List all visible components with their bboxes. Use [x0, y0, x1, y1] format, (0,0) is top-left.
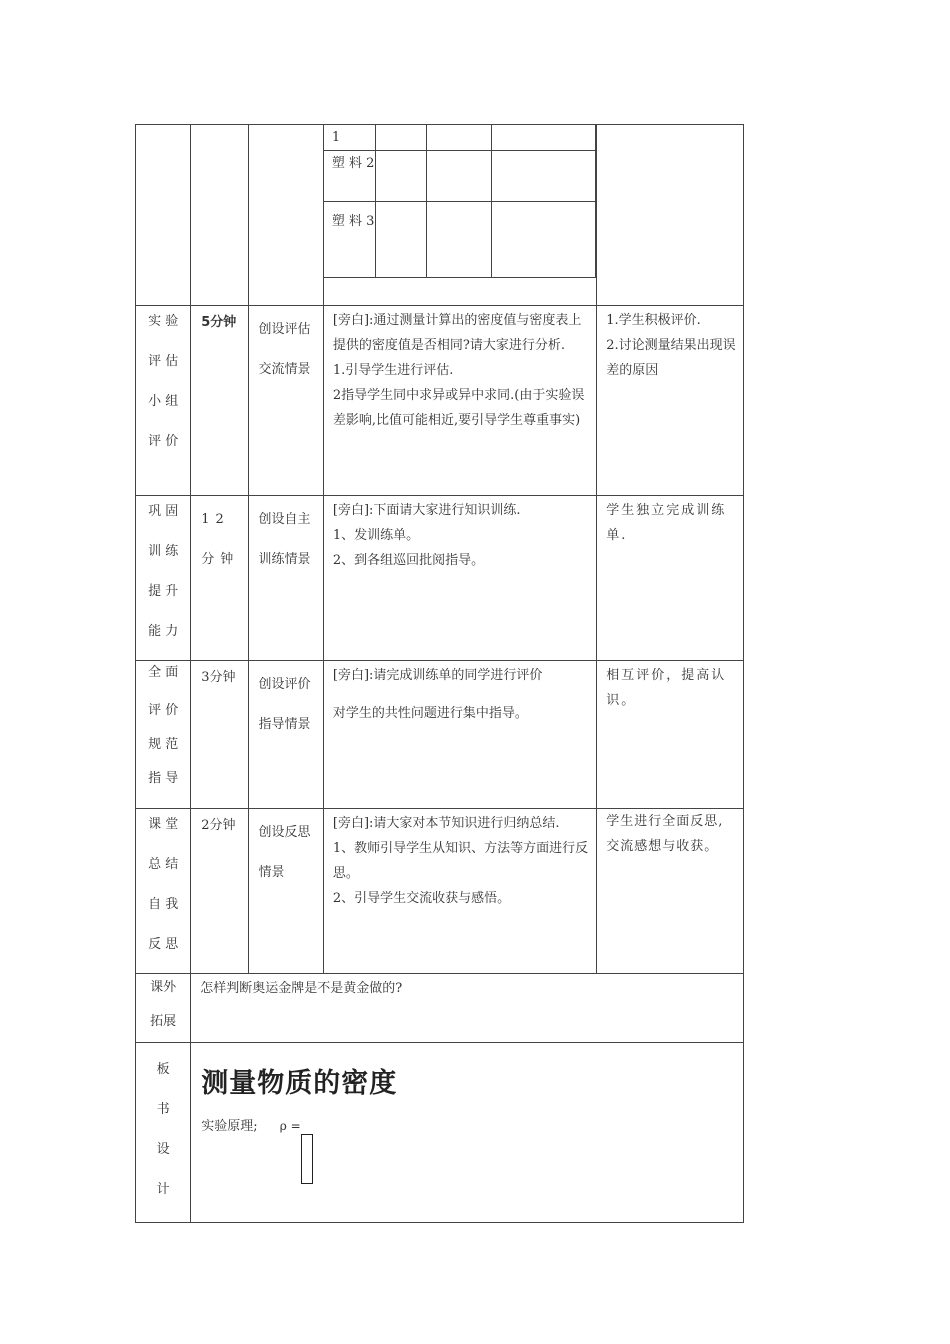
time-cell: 5分钟 [191, 306, 248, 496]
scene-cell [248, 661, 323, 809]
measurement-row [323, 151, 595, 202]
scene-line: 交流情景 [258, 362, 311, 377]
stage-line: 评 估 [148, 354, 179, 369]
process-line: 2、到各组巡回批阅指导。 [332, 553, 485, 568]
board-label-line: 设 [156, 1142, 170, 1157]
student-cell [597, 496, 744, 661]
student-line: 学生进行全面反思,交流感想与收获。 [606, 814, 724, 854]
extension-question: 怎样判断奥运金牌是不是黄金做的? [191, 974, 744, 1043]
student-line: 1.学生积极评价. [606, 313, 701, 328]
extension-label-cell [136, 974, 191, 1043]
measurement-row [323, 125, 595, 151]
lesson-plan-table [135, 124, 744, 1223]
process-line: 对学生的共性问题进行集中指导。 [332, 706, 528, 721]
stage-line: 评 价 [148, 703, 179, 718]
scene-cell [248, 306, 323, 496]
process-line: 2指导学生同中求异或异中求同.(由于实验误差影响,比值可能相近,要引导学生尊重事实) [332, 388, 585, 428]
formula-fraction-box [301, 1134, 313, 1184]
mass-cell [375, 151, 426, 202]
extension-row [136, 974, 744, 1043]
stage-cell [136, 306, 191, 496]
board-label-line: 板 [156, 1062, 170, 1077]
empty-cell [248, 125, 323, 306]
stage-line: 全 面 [148, 665, 179, 680]
process-cell [323, 809, 596, 974]
stage-line: 训 练 [148, 544, 179, 559]
stage-line: 指 导 [148, 771, 179, 786]
board-design-row [136, 1043, 744, 1223]
student-line: 相互评价，提高认识。 [606, 668, 727, 708]
sample-label: 塑 料 3 [323, 202, 375, 278]
stage-line: 能 力 [148, 624, 179, 639]
scene-line: 情景 [258, 865, 285, 880]
density-cell [491, 151, 595, 202]
scene-cell [248, 496, 323, 661]
volume-cell [426, 151, 491, 202]
process-cell [323, 496, 596, 661]
sample-label: 塑 料 2 [323, 151, 375, 202]
measurement-table [323, 124, 596, 278]
data-table-row [136, 125, 744, 306]
sample-label: 1 [323, 125, 375, 151]
student-line: 2.讨论测量结果出现误差的原因 [606, 338, 736, 378]
density-cell [491, 202, 595, 278]
stage-line: 巩 固 [148, 504, 179, 519]
mass-cell [375, 125, 426, 151]
stage-line: 课 堂 [148, 817, 179, 832]
scene-line: 创设评价 [258, 677, 311, 692]
volume-cell [426, 202, 491, 278]
stage-line: 总 结 [148, 857, 179, 872]
process-line: [旁白]:请完成训练单的同学进行评价 [332, 668, 543, 683]
stage-line: 提 升 [148, 584, 179, 599]
scene-line: 指导情景 [258, 717, 311, 732]
empty-cell [597, 125, 744, 306]
volume-cell [426, 125, 491, 151]
process-line: 1、教师引导学生从知识、方法等方面进行反思。 [332, 841, 589, 881]
stage-cell [136, 496, 191, 661]
board-label-cell [136, 1043, 191, 1223]
experiment-principle [201, 1114, 743, 1174]
process-cell [323, 661, 596, 809]
scene-line: 创设反思 [258, 825, 311, 840]
measurement-row [323, 202, 595, 278]
stage-line: 实 验 [148, 314, 179, 329]
stage-line: 规 范 [148, 737, 179, 752]
stage-line: 评 价 [148, 434, 179, 449]
board-content-cell [191, 1043, 744, 1223]
density-formula: ρ = [279, 1119, 301, 1133]
board-label-line: 书 [156, 1102, 170, 1117]
process-line: 2、引导学生交流收获与感悟。 [332, 891, 511, 906]
lesson-row [136, 306, 744, 496]
stage-line: 小 组 [148, 394, 179, 409]
process-line: [旁白]:请大家对本节知识进行归纳总结. [332, 816, 560, 831]
stage-cell [136, 661, 191, 809]
extension-label-line: 课外 [150, 980, 177, 995]
principle-label: 实验原理; [201, 1119, 258, 1134]
process-line: 1、发训练单。 [332, 528, 420, 543]
scene-line: 创设自主 [258, 512, 311, 527]
empty-cell [136, 125, 191, 306]
measurement-table-cell [323, 125, 596, 306]
process-line: [旁白]:通过测量计算出的密度值与密度表上提供的密度值是否相同?请大家进行分析. [332, 313, 582, 353]
student-cell [597, 661, 744, 809]
scene-line: 训练情景 [258, 552, 311, 567]
student-line: 学生独立完成训练单. [606, 503, 727, 543]
process-line: [旁白]:下面请大家进行知识训练. [332, 503, 521, 518]
scene-line: 创设评估 [258, 322, 311, 337]
empty-cell [191, 125, 248, 306]
stage-line: 反 思 [148, 937, 179, 952]
lesson-row [136, 661, 744, 809]
lesson-row [136, 809, 744, 974]
process-cell [323, 306, 596, 496]
stage-line: 自 我 [148, 897, 179, 912]
density-cell [491, 125, 595, 151]
student-cell [597, 306, 744, 496]
stage-cell [136, 809, 191, 974]
time-cell: 2分钟 [191, 809, 248, 974]
process-line: 1.引导学生进行评估. [332, 363, 454, 378]
scene-cell [248, 809, 323, 974]
board-label-line: 计 [156, 1182, 170, 1197]
student-cell [597, 809, 744, 974]
time-cell: 3分钟 [191, 661, 248, 809]
lesson-row [136, 496, 744, 661]
board-title: 测量物质的密度 [201, 1068, 398, 1099]
mass-cell [375, 202, 426, 278]
time-cell: 12 分钟 [191, 496, 248, 661]
extension-label-line: 拓展 [150, 1014, 177, 1029]
